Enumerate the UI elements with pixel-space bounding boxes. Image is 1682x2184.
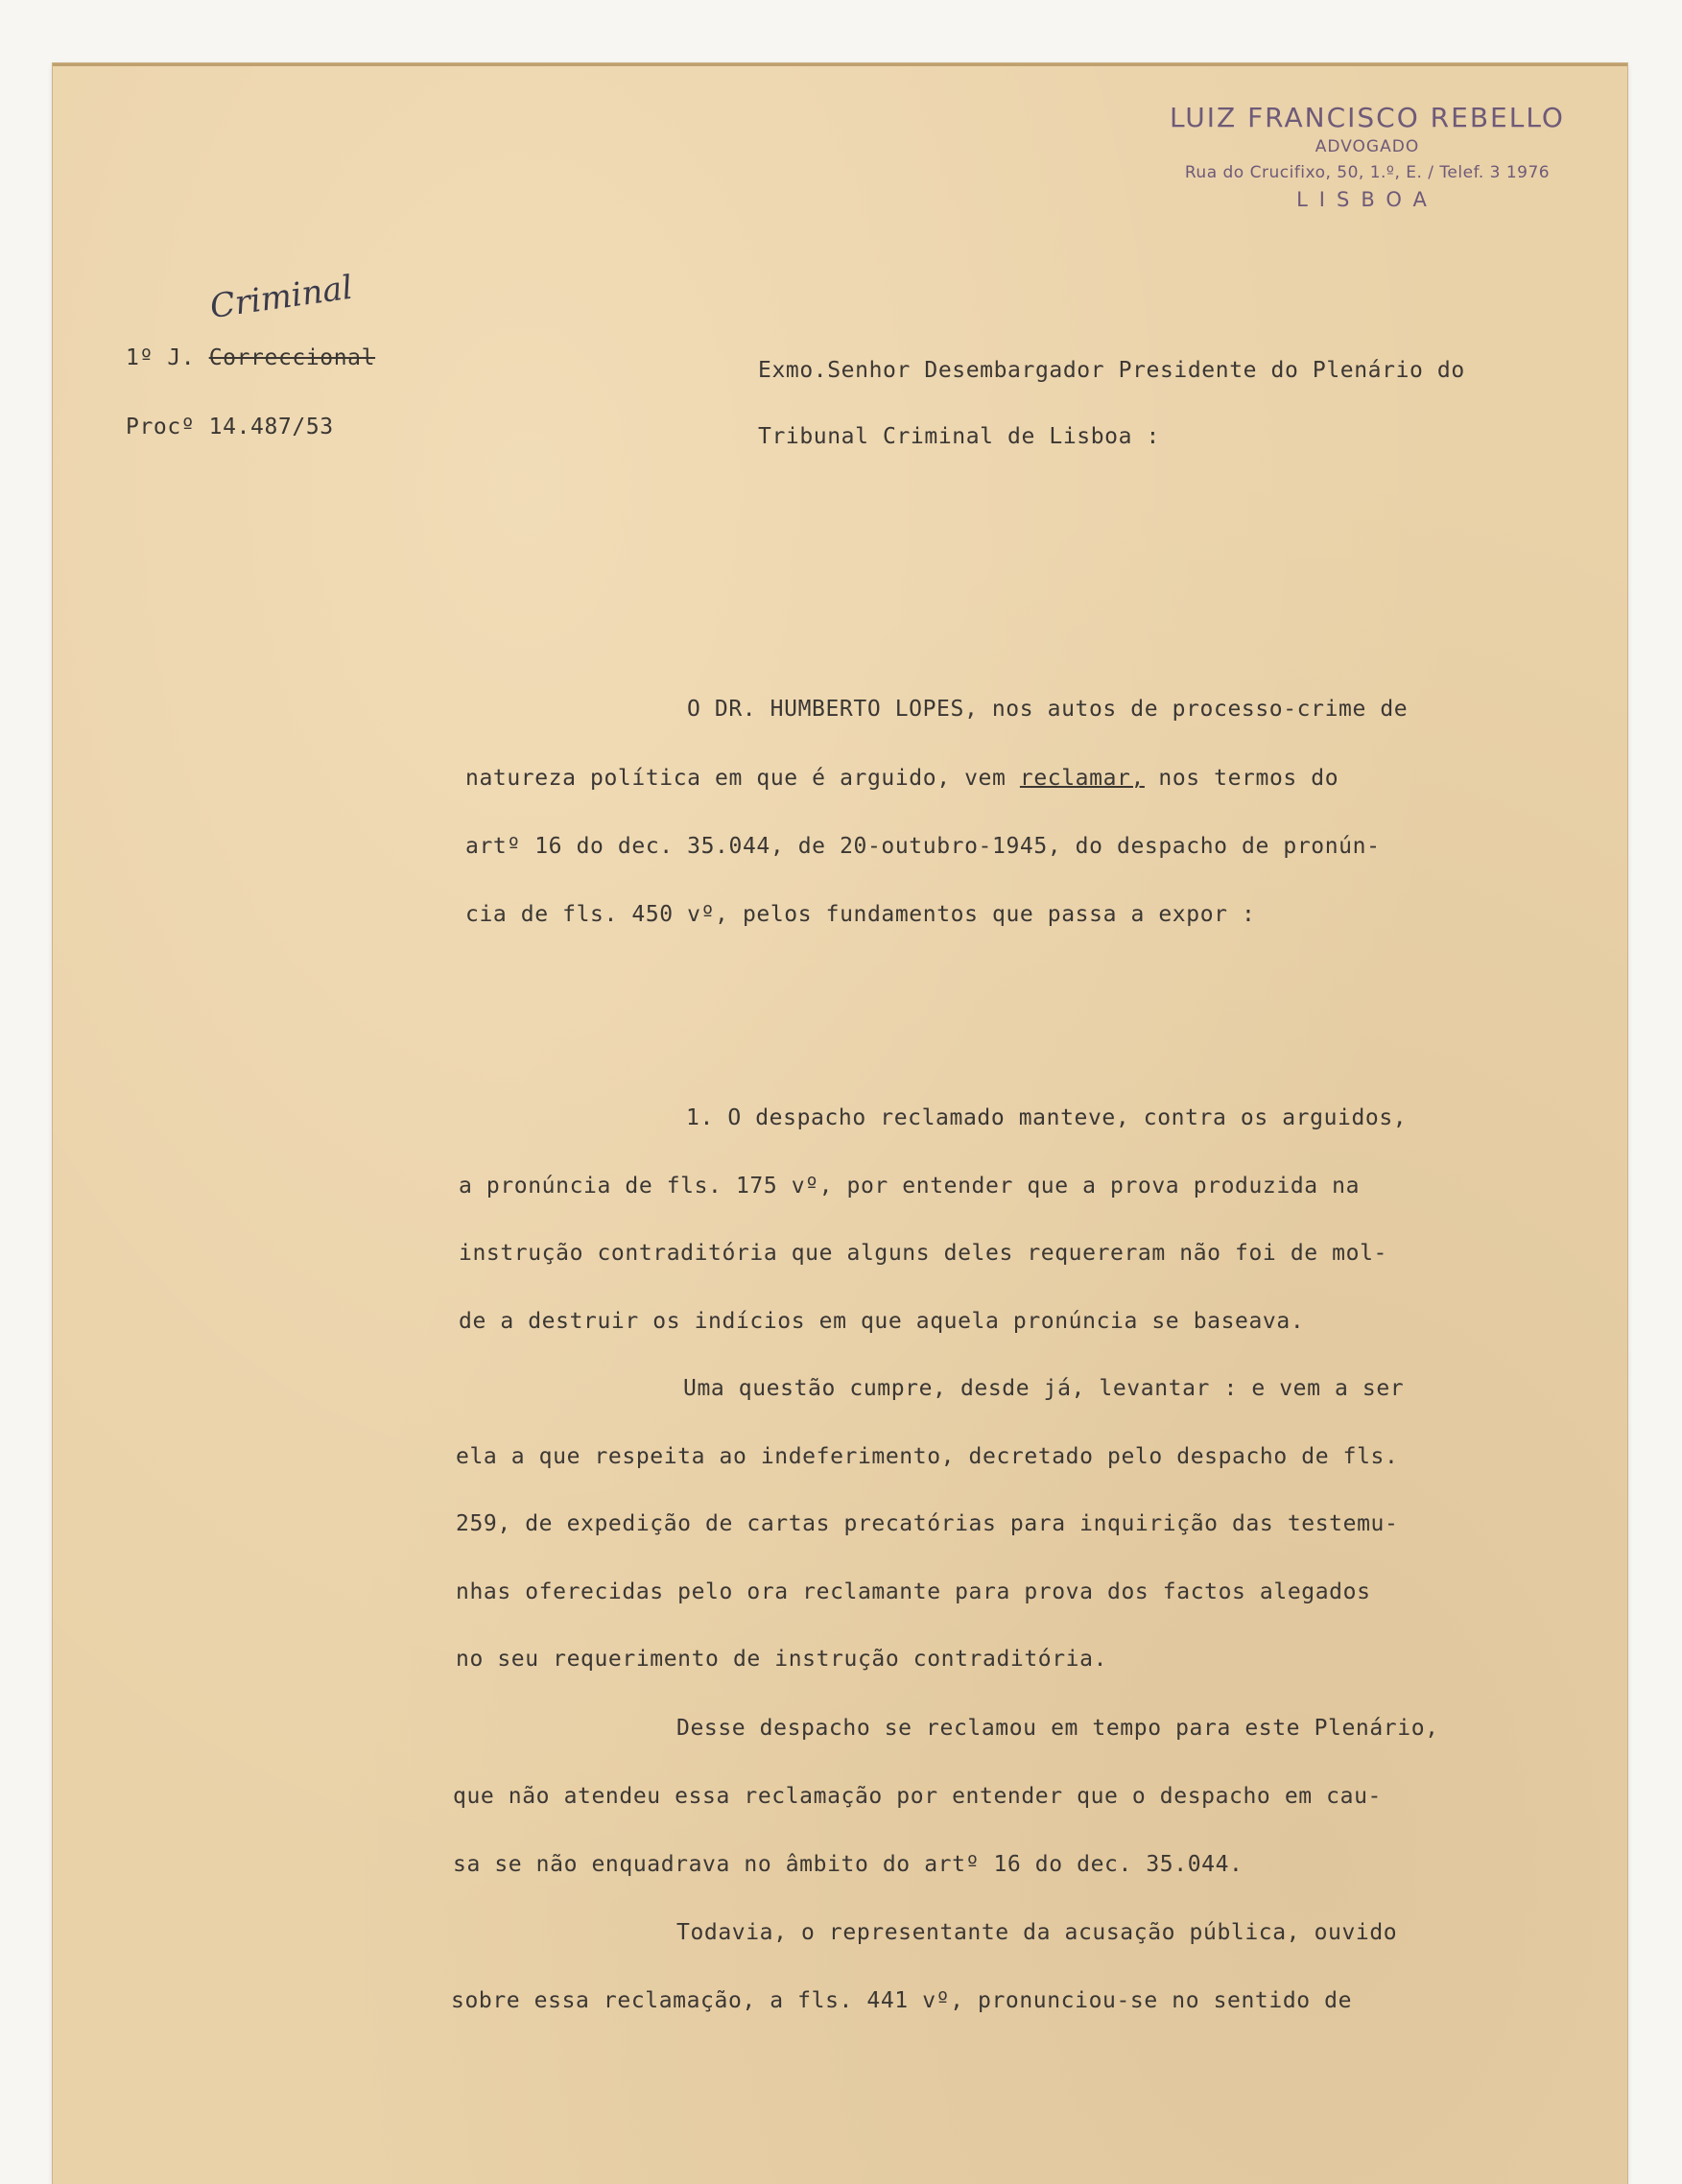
letterhead-profession: ADVOGADO — [1315, 137, 1420, 156]
p1-line-3: instrução contraditória que alguns deles requereram não foi de mol- — [459, 1241, 1387, 1266]
letterhead-address: Rua do Crucifixo, 50, 1.º, E. / Telef. 3 1976 — [1184, 163, 1551, 182]
p1-line-1: 1. O despacho reclamado manteve, contra os arguidos, — [686, 1105, 1408, 1130]
court-struck-text: Correccional — [208, 345, 376, 370]
p2-line-2: ela a que respeita ao indeferimento, decretado pelo despacho de fls. — [456, 1444, 1399, 1469]
letterhead-name: LUIZ FRANCISCO REBELLO — [1170, 102, 1565, 133]
sheet-edge — [53, 63, 1627, 66]
p4-line-1: Todavia, o representante da acusação pública, ouvido — [676, 1920, 1398, 1945]
court-prefix: 1º J. — [126, 345, 196, 370]
handwritten-court-correction: Criminal — [207, 268, 355, 326]
intro-line-2 — [465, 766, 1338, 791]
court-reference — [126, 345, 375, 370]
p2-line-4: nhas oferecidas pelo ora reclamante para prova dos factos alegados — [456, 1579, 1371, 1604]
intro-line-3: artº 16 do dec. 35.044, de 20-outubro-1945, do despacho de pronún- — [465, 834, 1381, 859]
addressee-line-1: Exmo.Senhor Desembargador Presidente do Plenário do — [758, 358, 1465, 383]
intro-line-4: cia de fls. 450 vº, pelos fundamentos que passa a expor : — [465, 902, 1256, 927]
p3-line-3: sa se não enquadrava no âmbito do artº 16 do dec. 35.044. — [453, 1852, 1244, 1877]
intro-line-2-start: natureza política em que é arguido, vem — [465, 766, 1020, 791]
p3-line-2: que não atendeu essa reclamação por entender que o despacho em cau- — [453, 1784, 1382, 1809]
process-number: Procº 14.487/53 — [126, 415, 334, 439]
intro-line-1: O DR. HUMBERTO LOPES, nos autos de processo-crime de — [687, 697, 1409, 722]
addressee-line-2: Tribunal Criminal de Lisboa : — [758, 424, 1160, 449]
p2-line-5: no seu requerimento de instrução contraditória. — [456, 1647, 1108, 1672]
p2-line-1: Uma questão cumpre, desde já, levantar : e vem a ser — [683, 1376, 1405, 1401]
p1-line-2: a pronúncia de fls. 175 vº, por entender que a prova produzida na — [459, 1174, 1361, 1199]
p4-line-2: sobre essa reclamação, a fls. 441 vº, pronunciou-se no sentido de — [451, 1988, 1353, 2013]
p2-line-3: 259, de expedição de cartas precatórias para inquirição das testemu- — [456, 1511, 1399, 1536]
intro-underlined-word: reclamar, — [1019, 766, 1145, 791]
p3-line-1: Desse despacho se reclamou em tempo para este Plenário, — [676, 1716, 1439, 1741]
letterhead-city: LISBOA — [1296, 188, 1438, 211]
intro-line-2-end: nos termos do — [1144, 766, 1339, 791]
p1-line-4: de a destruir os indícios em que aquela pronúncia se baseava. — [459, 1309, 1305, 1334]
